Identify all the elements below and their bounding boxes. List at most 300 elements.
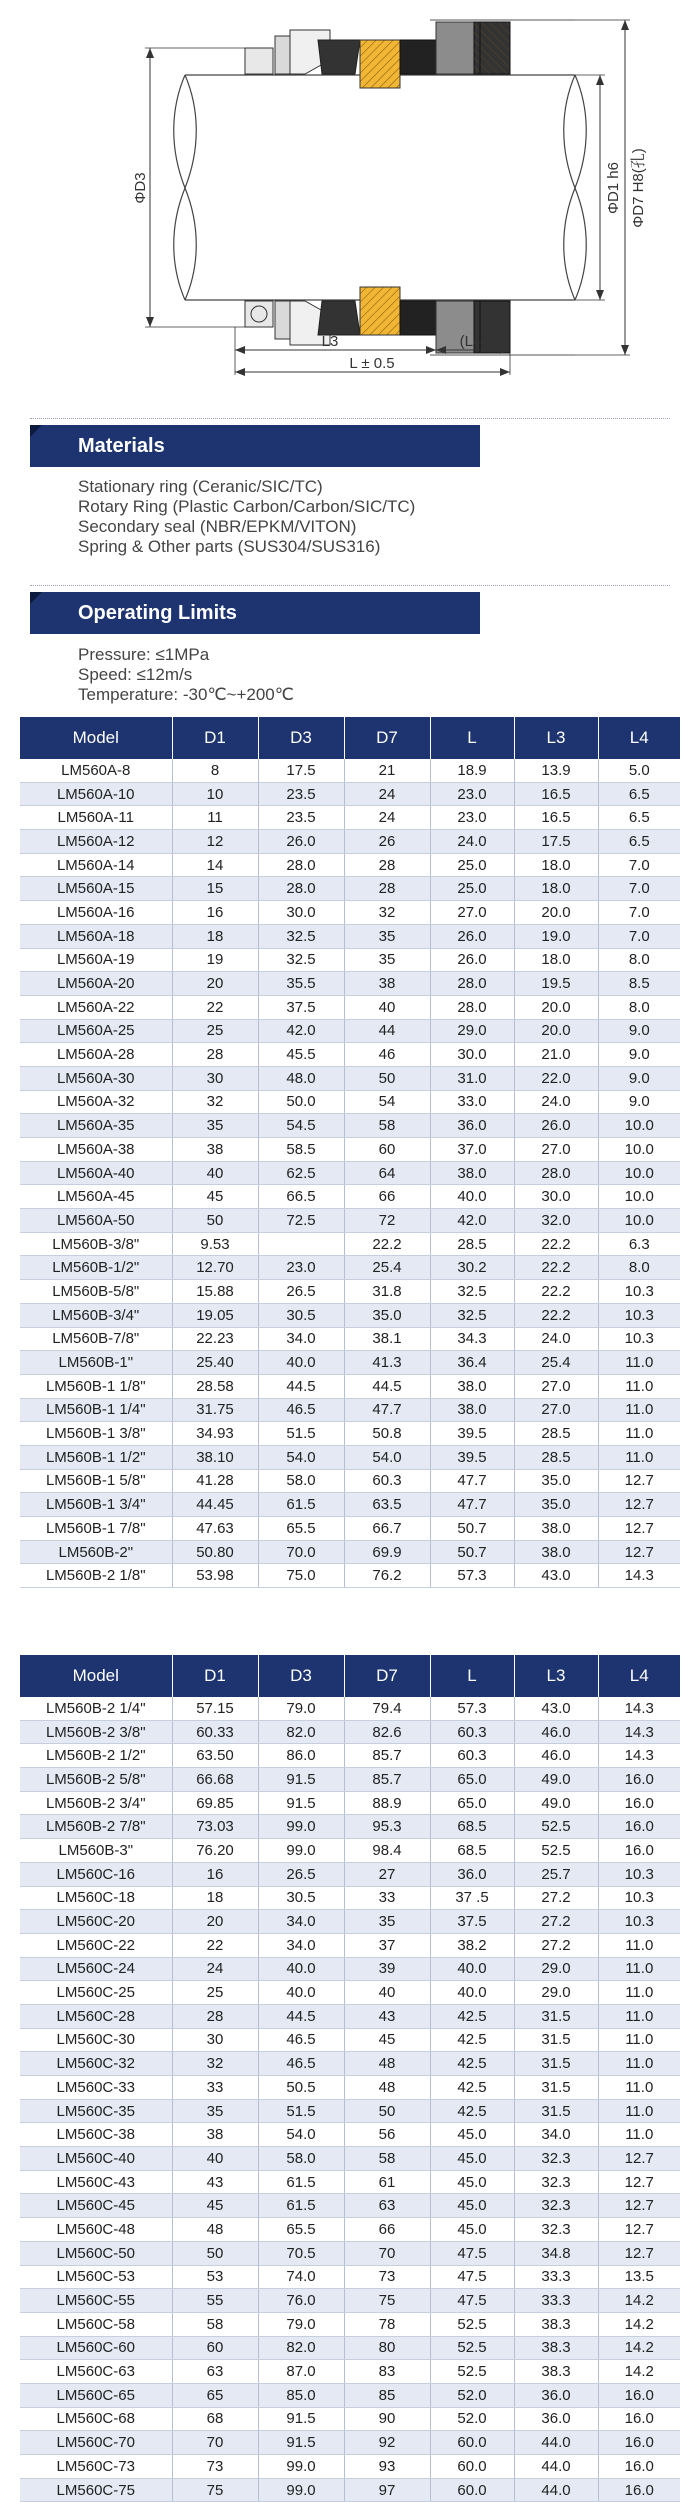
cell-model: LM560B-1/2" bbox=[20, 1256, 172, 1280]
limit-item: Pressure: ≤1MPa bbox=[78, 645, 210, 664]
cell-l4: 10.0 bbox=[598, 1161, 680, 1185]
cell-l3: 19.5 bbox=[514, 972, 598, 996]
cell-d3: 91.5 bbox=[258, 1791, 344, 1815]
cell-l: 65.0 bbox=[430, 1768, 514, 1792]
cell-d3: 72.5 bbox=[258, 1209, 344, 1233]
cell-d7: 98.4 bbox=[344, 1839, 430, 1863]
cell-d3: 32.5 bbox=[258, 948, 344, 972]
cell-l3: 33.3 bbox=[514, 2289, 598, 2313]
cell-model: LM560B-1 1/4" bbox=[20, 1398, 172, 1422]
cell-l: 42.5 bbox=[430, 2004, 514, 2028]
cell-d7: 27 bbox=[344, 1862, 430, 1886]
d1-label: ΦD1 h6 bbox=[605, 162, 622, 214]
cell-model: LM560B-2 1/2" bbox=[20, 1744, 172, 1768]
table-row bbox=[20, 1161, 680, 1185]
cell-d1: 30 bbox=[172, 2028, 258, 2052]
cell-d1: 73.03 bbox=[172, 1815, 258, 1839]
limits-title: Operating Limits bbox=[78, 602, 237, 624]
limit-item: Temperature: -30℃~+200℃ bbox=[78, 685, 294, 704]
cell-model: LM560C-40 bbox=[20, 2147, 172, 2171]
table-row bbox=[20, 830, 680, 854]
cell-l3: 24.0 bbox=[514, 1090, 598, 1114]
cell-model: LM560A-30 bbox=[20, 1066, 172, 1090]
cell-d3: 91.5 bbox=[258, 1768, 344, 1792]
cell-d1: 38 bbox=[172, 2123, 258, 2147]
cell-d1: 28 bbox=[172, 1043, 258, 1067]
cell-l: 68.5 bbox=[430, 1815, 514, 1839]
cell-l4: 14.3 bbox=[598, 1564, 680, 1588]
cell-l3: 27.2 bbox=[514, 1886, 598, 1910]
cell-l3: 44.0 bbox=[514, 2478, 598, 2502]
cell-d7: 63 bbox=[344, 2194, 430, 2218]
cell-l: 37.0 bbox=[430, 1138, 514, 1162]
cell-l3: 16.5 bbox=[514, 806, 598, 830]
cell-l: 47.5 bbox=[430, 2265, 514, 2289]
cell-d7: 46 bbox=[344, 1043, 430, 1067]
table-row bbox=[20, 1957, 680, 1981]
cell-d1: 18 bbox=[172, 1886, 258, 1910]
cell-l4: 11.0 bbox=[598, 2076, 680, 2100]
cell-l4: 12.7 bbox=[598, 1517, 680, 1541]
column-header-l3: L3 bbox=[514, 1655, 598, 1697]
cell-d3: 54.0 bbox=[258, 1445, 344, 1469]
cell-l: 60.0 bbox=[430, 2478, 514, 2502]
cell-d3: 26.5 bbox=[258, 1862, 344, 1886]
cell-model: LM560A-11 bbox=[20, 806, 172, 830]
cell-d3: 35.5 bbox=[258, 972, 344, 996]
material-item: Spring & Other parts (SUS304/SUS316) bbox=[78, 537, 381, 556]
cell-d3: 58.5 bbox=[258, 1138, 344, 1162]
cell-d7: 58 bbox=[344, 2147, 430, 2171]
cell-l4: 10.0 bbox=[598, 1114, 680, 1138]
cell-l: 32.5 bbox=[430, 1280, 514, 1304]
cell-l: 23.0 bbox=[430, 782, 514, 806]
cell-l3: 20.0 bbox=[514, 995, 598, 1019]
cell-l3: 16.5 bbox=[514, 782, 598, 806]
cell-d3: 34.0 bbox=[258, 1910, 344, 1934]
cell-l3: 34.0 bbox=[514, 2123, 598, 2147]
cell-d7: 92 bbox=[344, 2431, 430, 2455]
material-item: Rotary Ring (Plastic Carbon/Carbon/SIC/TC) bbox=[78, 497, 416, 516]
cell-d7: 79.4 bbox=[344, 1697, 430, 1720]
cell-l3: 29.0 bbox=[514, 1957, 598, 1981]
cell-d7: 33 bbox=[344, 1886, 430, 1910]
cell-l4: 8.5 bbox=[598, 972, 680, 996]
cell-d7: 60 bbox=[344, 1138, 430, 1162]
cell-d7: 90 bbox=[344, 2407, 430, 2431]
cell-l: 23.0 bbox=[430, 806, 514, 830]
cell-l4: 16.0 bbox=[598, 1791, 680, 1815]
spec-table-1 bbox=[20, 717, 680, 1588]
table-row bbox=[20, 2383, 680, 2407]
cell-d7: 56 bbox=[344, 2123, 430, 2147]
cell-d1: 63.50 bbox=[172, 1744, 258, 1768]
table-row bbox=[20, 2455, 680, 2479]
cell-model: LM560A-15 bbox=[20, 877, 172, 901]
cell-d7: 25.4 bbox=[344, 1256, 430, 1280]
cell-l: 38.2 bbox=[430, 1933, 514, 1957]
cell-d1: 45 bbox=[172, 2194, 258, 2218]
cell-d7: 45 bbox=[344, 2028, 430, 2052]
cell-l: 52.5 bbox=[430, 2360, 514, 2384]
table-row bbox=[20, 1209, 680, 1233]
cell-l3: 27.0 bbox=[514, 1138, 598, 1162]
materials-title: Materials bbox=[78, 435, 165, 457]
cell-l: 60.0 bbox=[430, 2431, 514, 2455]
cell-d1: 22.23 bbox=[172, 1327, 258, 1351]
cell-d7: 88.9 bbox=[344, 1791, 430, 1815]
cell-d3: 91.5 bbox=[258, 2407, 344, 2431]
seal-cross-section-drawing bbox=[0, 0, 700, 390]
cell-l: 42.5 bbox=[430, 2052, 514, 2076]
table-row bbox=[20, 995, 680, 1019]
table-row bbox=[20, 2265, 680, 2289]
cell-l3: 18.0 bbox=[514, 877, 598, 901]
cell-l3: 34.8 bbox=[514, 2241, 598, 2265]
cell-l4: 10.0 bbox=[598, 1185, 680, 1209]
cell-d1: 28 bbox=[172, 2004, 258, 2028]
cell-l3: 33.3 bbox=[514, 2265, 598, 2289]
cell-model: LM560C-18 bbox=[20, 1886, 172, 1910]
cell-l: 24.0 bbox=[430, 830, 514, 854]
cell-model: LM560B-1" bbox=[20, 1351, 172, 1375]
cell-model: LM560B-1 1/2" bbox=[20, 1445, 172, 1469]
material-item: Stationary ring (Ceranic/SIC/TC) bbox=[78, 477, 323, 496]
cell-d7: 95.3 bbox=[344, 1815, 430, 1839]
cell-l3: 43.0 bbox=[514, 1564, 598, 1588]
cell-d1: 32 bbox=[172, 2052, 258, 2076]
cell-l: 65.0 bbox=[430, 1791, 514, 1815]
cell-d1: 15.88 bbox=[172, 1280, 258, 1304]
cell-d7: 39 bbox=[344, 1957, 430, 1981]
cell-d7: 76.2 bbox=[344, 1564, 430, 1588]
cell-model: LM560A-18 bbox=[20, 924, 172, 948]
cell-l4: 12.7 bbox=[598, 2218, 680, 2242]
cell-model: LM560A-8 bbox=[20, 759, 172, 782]
cell-model: LM560C-24 bbox=[20, 1957, 172, 1981]
cell-l: 25.0 bbox=[430, 853, 514, 877]
cell-model: LM560A-45 bbox=[20, 1185, 172, 1209]
cell-d7: 97 bbox=[344, 2478, 430, 2502]
cell-l3: 32.0 bbox=[514, 1209, 598, 1233]
cell-l4: 11.0 bbox=[598, 1445, 680, 1469]
cell-d3: 45.5 bbox=[258, 1043, 344, 1067]
cell-model: LM560A-22 bbox=[20, 995, 172, 1019]
cell-d1: 19 bbox=[172, 948, 258, 972]
table-row bbox=[20, 1517, 680, 1541]
cell-l: 50.7 bbox=[430, 1517, 514, 1541]
table-row bbox=[20, 1232, 680, 1256]
d3-label: ΦD3 bbox=[132, 172, 149, 204]
cell-d1: 76.20 bbox=[172, 1839, 258, 1863]
cell-d1: 53.98 bbox=[172, 1564, 258, 1588]
cell-model: LM560B-5/8" bbox=[20, 1280, 172, 1304]
cell-d3: 30.5 bbox=[258, 1303, 344, 1327]
cell-d3: 50.0 bbox=[258, 1090, 344, 1114]
cell-d7: 44.5 bbox=[344, 1374, 430, 1398]
cell-l: 57.3 bbox=[430, 1564, 514, 1588]
cell-d7: 38 bbox=[344, 972, 430, 996]
limit-item: Speed: ≤12m/s bbox=[78, 665, 193, 684]
cell-model: LM560B-2" bbox=[20, 1540, 172, 1564]
cell-model: LM560C-28 bbox=[20, 2004, 172, 2028]
cell-d1: 65 bbox=[172, 2383, 258, 2407]
cell-d7: 85.7 bbox=[344, 1744, 430, 1768]
cell-d7: 60.3 bbox=[344, 1469, 430, 1493]
table-row bbox=[20, 2028, 680, 2052]
table-row bbox=[20, 2431, 680, 2455]
cell-d1: 16 bbox=[172, 901, 258, 925]
corner-mark bbox=[30, 592, 42, 604]
cell-l3: 36.0 bbox=[514, 2383, 598, 2407]
cell-model: LM560A-32 bbox=[20, 1090, 172, 1114]
cell-d1: 44.45 bbox=[172, 1493, 258, 1517]
cell-model: LM560C-55 bbox=[20, 2289, 172, 2313]
table-row bbox=[20, 901, 680, 925]
cell-d1: 31.75 bbox=[172, 1398, 258, 1422]
cell-d7: 63.5 bbox=[344, 1493, 430, 1517]
cell-l4: 9.0 bbox=[598, 1019, 680, 1043]
table-row bbox=[20, 1019, 680, 1043]
cell-model: LM560C-70 bbox=[20, 2431, 172, 2455]
cell-d7: 40 bbox=[344, 1981, 430, 2005]
cell-l: 52.0 bbox=[430, 2407, 514, 2431]
cell-l: 26.0 bbox=[430, 948, 514, 972]
table-row bbox=[20, 2478, 680, 2502]
cell-d3: 65.5 bbox=[258, 2218, 344, 2242]
cell-l: 27.0 bbox=[430, 901, 514, 925]
cell-l3: 29.0 bbox=[514, 1981, 598, 2005]
cell-d3: 70.0 bbox=[258, 1540, 344, 1564]
cell-model: LM560C-65 bbox=[20, 2383, 172, 2407]
cell-d3: 87.0 bbox=[258, 2360, 344, 2384]
cell-d7: 28 bbox=[344, 877, 430, 901]
cell-l3: 22.2 bbox=[514, 1256, 598, 1280]
cell-l: 42.0 bbox=[430, 1209, 514, 1233]
cell-d1: 50 bbox=[172, 2241, 258, 2265]
cell-d7: 48 bbox=[344, 2076, 430, 2100]
cell-l3: 38.0 bbox=[514, 1517, 598, 1541]
cell-model: LM560A-38 bbox=[20, 1138, 172, 1162]
table-row bbox=[20, 2360, 680, 2384]
cell-l: 36.0 bbox=[430, 1114, 514, 1138]
cell-l3: 28.5 bbox=[514, 1422, 598, 1446]
table-row bbox=[20, 1791, 680, 1815]
cell-d3: 34.0 bbox=[258, 1327, 344, 1351]
cell-d1: 28.58 bbox=[172, 1374, 258, 1398]
table-row bbox=[20, 2170, 680, 2194]
cell-d7: 47.7 bbox=[344, 1398, 430, 1422]
cell-d1: 25.40 bbox=[172, 1351, 258, 1375]
cell-model: LM560C-38 bbox=[20, 2123, 172, 2147]
materials-header bbox=[30, 425, 480, 467]
cell-l4: 11.0 bbox=[598, 2123, 680, 2147]
cell-d3: 23.0 bbox=[258, 1256, 344, 1280]
cell-d7: 54 bbox=[344, 1090, 430, 1114]
cell-d1: 16 bbox=[172, 1862, 258, 1886]
cell-model: LM560C-53 bbox=[20, 2265, 172, 2289]
cell-l3: 13.9 bbox=[514, 759, 598, 782]
cell-l: 36.4 bbox=[430, 1351, 514, 1375]
cell-d1: 32 bbox=[172, 1090, 258, 1114]
cell-l4: 12.7 bbox=[598, 1469, 680, 1493]
cell-model: LM560B-2 5/8" bbox=[20, 1768, 172, 1792]
cell-d3: 48.0 bbox=[258, 1066, 344, 1090]
cell-l: 42.5 bbox=[430, 2028, 514, 2052]
cell-d7: 66 bbox=[344, 1185, 430, 1209]
cell-d3 bbox=[258, 1232, 344, 1256]
cell-l3: 31.5 bbox=[514, 2004, 598, 2028]
column-header-d1: D1 bbox=[172, 717, 258, 759]
cell-d7: 35 bbox=[344, 948, 430, 972]
cell-d1: 22 bbox=[172, 1933, 258, 1957]
cell-d3: 30.5 bbox=[258, 1886, 344, 1910]
cell-d1: 47.63 bbox=[172, 1517, 258, 1541]
cell-d3: 51.5 bbox=[258, 1422, 344, 1446]
cell-l: 47.7 bbox=[430, 1469, 514, 1493]
cell-d3: 44.5 bbox=[258, 2004, 344, 2028]
cell-d7: 50 bbox=[344, 2099, 430, 2123]
cell-l3: 24.0 bbox=[514, 1327, 598, 1351]
column-header-l: L bbox=[430, 717, 514, 759]
table-row bbox=[20, 2336, 680, 2360]
cell-d3: 85.0 bbox=[258, 2383, 344, 2407]
cell-d1: 8 bbox=[172, 759, 258, 782]
cell-d3: 82.0 bbox=[258, 1720, 344, 1744]
table-row bbox=[20, 1744, 680, 1768]
cell-l3: 38.3 bbox=[514, 2312, 598, 2336]
table-row bbox=[20, 877, 680, 901]
cell-l4: 11.0 bbox=[598, 1422, 680, 1446]
cell-d1: 40 bbox=[172, 2147, 258, 2171]
material-item: Secondary seal (NBR/EPKM/VITON) bbox=[78, 517, 357, 536]
cell-l3: 38.3 bbox=[514, 2336, 598, 2360]
cell-l4: 14.2 bbox=[598, 2336, 680, 2360]
shaft bbox=[174, 75, 587, 300]
table-header-row bbox=[20, 717, 680, 759]
table-row bbox=[20, 2147, 680, 2171]
cell-d1: 73 bbox=[172, 2455, 258, 2479]
cell-l: 38.0 bbox=[430, 1374, 514, 1398]
cell-l4: 6.5 bbox=[598, 782, 680, 806]
cell-model: LM560C-33 bbox=[20, 2076, 172, 2100]
cell-d7: 72 bbox=[344, 1209, 430, 1233]
cell-d1: 70 bbox=[172, 2431, 258, 2455]
cell-d3: 99.0 bbox=[258, 2455, 344, 2479]
cell-d1: 38.10 bbox=[172, 1445, 258, 1469]
table-row bbox=[20, 924, 680, 948]
cell-l: 45.0 bbox=[430, 2218, 514, 2242]
cell-l3: 44.0 bbox=[514, 2455, 598, 2479]
cell-l4: 11.0 bbox=[598, 2099, 680, 2123]
cell-l3: 31.5 bbox=[514, 2099, 598, 2123]
cell-l: 30.2 bbox=[430, 1256, 514, 1280]
column-header-d7: D7 bbox=[344, 717, 430, 759]
cell-d3: 23.5 bbox=[258, 782, 344, 806]
cell-d7: 32 bbox=[344, 901, 430, 925]
cell-d1: 45 bbox=[172, 1185, 258, 1209]
cell-l: 36.0 bbox=[430, 1862, 514, 1886]
cell-d3: 61.5 bbox=[258, 2170, 344, 2194]
cell-model: LM560C-20 bbox=[20, 1910, 172, 1934]
cell-model: LM560A-25 bbox=[20, 1019, 172, 1043]
cell-l: 60.0 bbox=[430, 2455, 514, 2479]
cell-l: 47.5 bbox=[430, 2289, 514, 2313]
cell-model: LM560C-73 bbox=[20, 2455, 172, 2479]
cell-l4: 8.0 bbox=[598, 995, 680, 1019]
cell-d3: 82.0 bbox=[258, 2336, 344, 2360]
column-header-d3: D3 bbox=[258, 717, 344, 759]
cell-d3: 99.0 bbox=[258, 1839, 344, 1863]
cell-l4: 9.0 bbox=[598, 1090, 680, 1114]
cell-l: 28.0 bbox=[430, 995, 514, 1019]
cell-l: 39.5 bbox=[430, 1422, 514, 1446]
cell-d3: 23.5 bbox=[258, 806, 344, 830]
cell-model: LM560C-68 bbox=[20, 2407, 172, 2431]
dimension-d1 bbox=[575, 75, 622, 300]
cell-d1: 30 bbox=[172, 1066, 258, 1090]
cell-l3: 38.3 bbox=[514, 2360, 598, 2384]
cell-d1: 55 bbox=[172, 2289, 258, 2313]
cell-d7: 58 bbox=[344, 1114, 430, 1138]
cell-d7: 66.7 bbox=[344, 1517, 430, 1541]
cell-d3: 46.5 bbox=[258, 2052, 344, 2076]
cell-l: 40.0 bbox=[430, 1981, 514, 2005]
cell-l3: 27.2 bbox=[514, 1910, 598, 1934]
cell-l3: 20.0 bbox=[514, 901, 598, 925]
cell-l: 52.0 bbox=[430, 2383, 514, 2407]
table-row bbox=[20, 2241, 680, 2265]
cell-l3: 36.0 bbox=[514, 2407, 598, 2431]
cell-d1: 41.28 bbox=[172, 1469, 258, 1493]
table-row bbox=[20, 2099, 680, 2123]
cell-d1: 12 bbox=[172, 830, 258, 854]
cell-model: LM560C-75 bbox=[20, 2478, 172, 2502]
table-row bbox=[20, 1351, 680, 1375]
cell-l: 60.3 bbox=[430, 1720, 514, 1744]
cell-l4: 12.7 bbox=[598, 2194, 680, 2218]
cell-l3: 20.0 bbox=[514, 1019, 598, 1043]
cell-d1: 48 bbox=[172, 2218, 258, 2242]
cell-d3: 74.0 bbox=[258, 2265, 344, 2289]
cell-d1: 57.15 bbox=[172, 1697, 258, 1720]
cell-model: LM560A-12 bbox=[20, 830, 172, 854]
cell-l4: 7.0 bbox=[598, 901, 680, 925]
cell-d3: 99.0 bbox=[258, 2478, 344, 2502]
cell-l: 45.0 bbox=[430, 2147, 514, 2171]
cell-d1: 75 bbox=[172, 2478, 258, 2502]
cell-l4: 16.0 bbox=[598, 2383, 680, 2407]
cell-l4: 7.0 bbox=[598, 877, 680, 901]
table-row bbox=[20, 1910, 680, 1934]
cell-l3: 49.0 bbox=[514, 1791, 598, 1815]
cell-d3: 37.5 bbox=[258, 995, 344, 1019]
cell-model: LM560B-3" bbox=[20, 1839, 172, 1863]
table-row bbox=[20, 1398, 680, 1422]
cell-model: LM560C-22 bbox=[20, 1933, 172, 1957]
cell-d7: 48 bbox=[344, 2052, 430, 2076]
cell-l: 37.5 bbox=[430, 1910, 514, 1934]
cell-l3: 43.0 bbox=[514, 1697, 598, 1720]
cell-l: 18.9 bbox=[430, 759, 514, 782]
cell-d1: 24 bbox=[172, 1957, 258, 1981]
cell-model: LM560C-25 bbox=[20, 1981, 172, 2005]
cell-model: LM560A-16 bbox=[20, 901, 172, 925]
cell-d7: 64 bbox=[344, 1161, 430, 1185]
cell-l3: 32.3 bbox=[514, 2170, 598, 2194]
cell-d7: 85 bbox=[344, 2383, 430, 2407]
table-row bbox=[20, 1839, 680, 1863]
